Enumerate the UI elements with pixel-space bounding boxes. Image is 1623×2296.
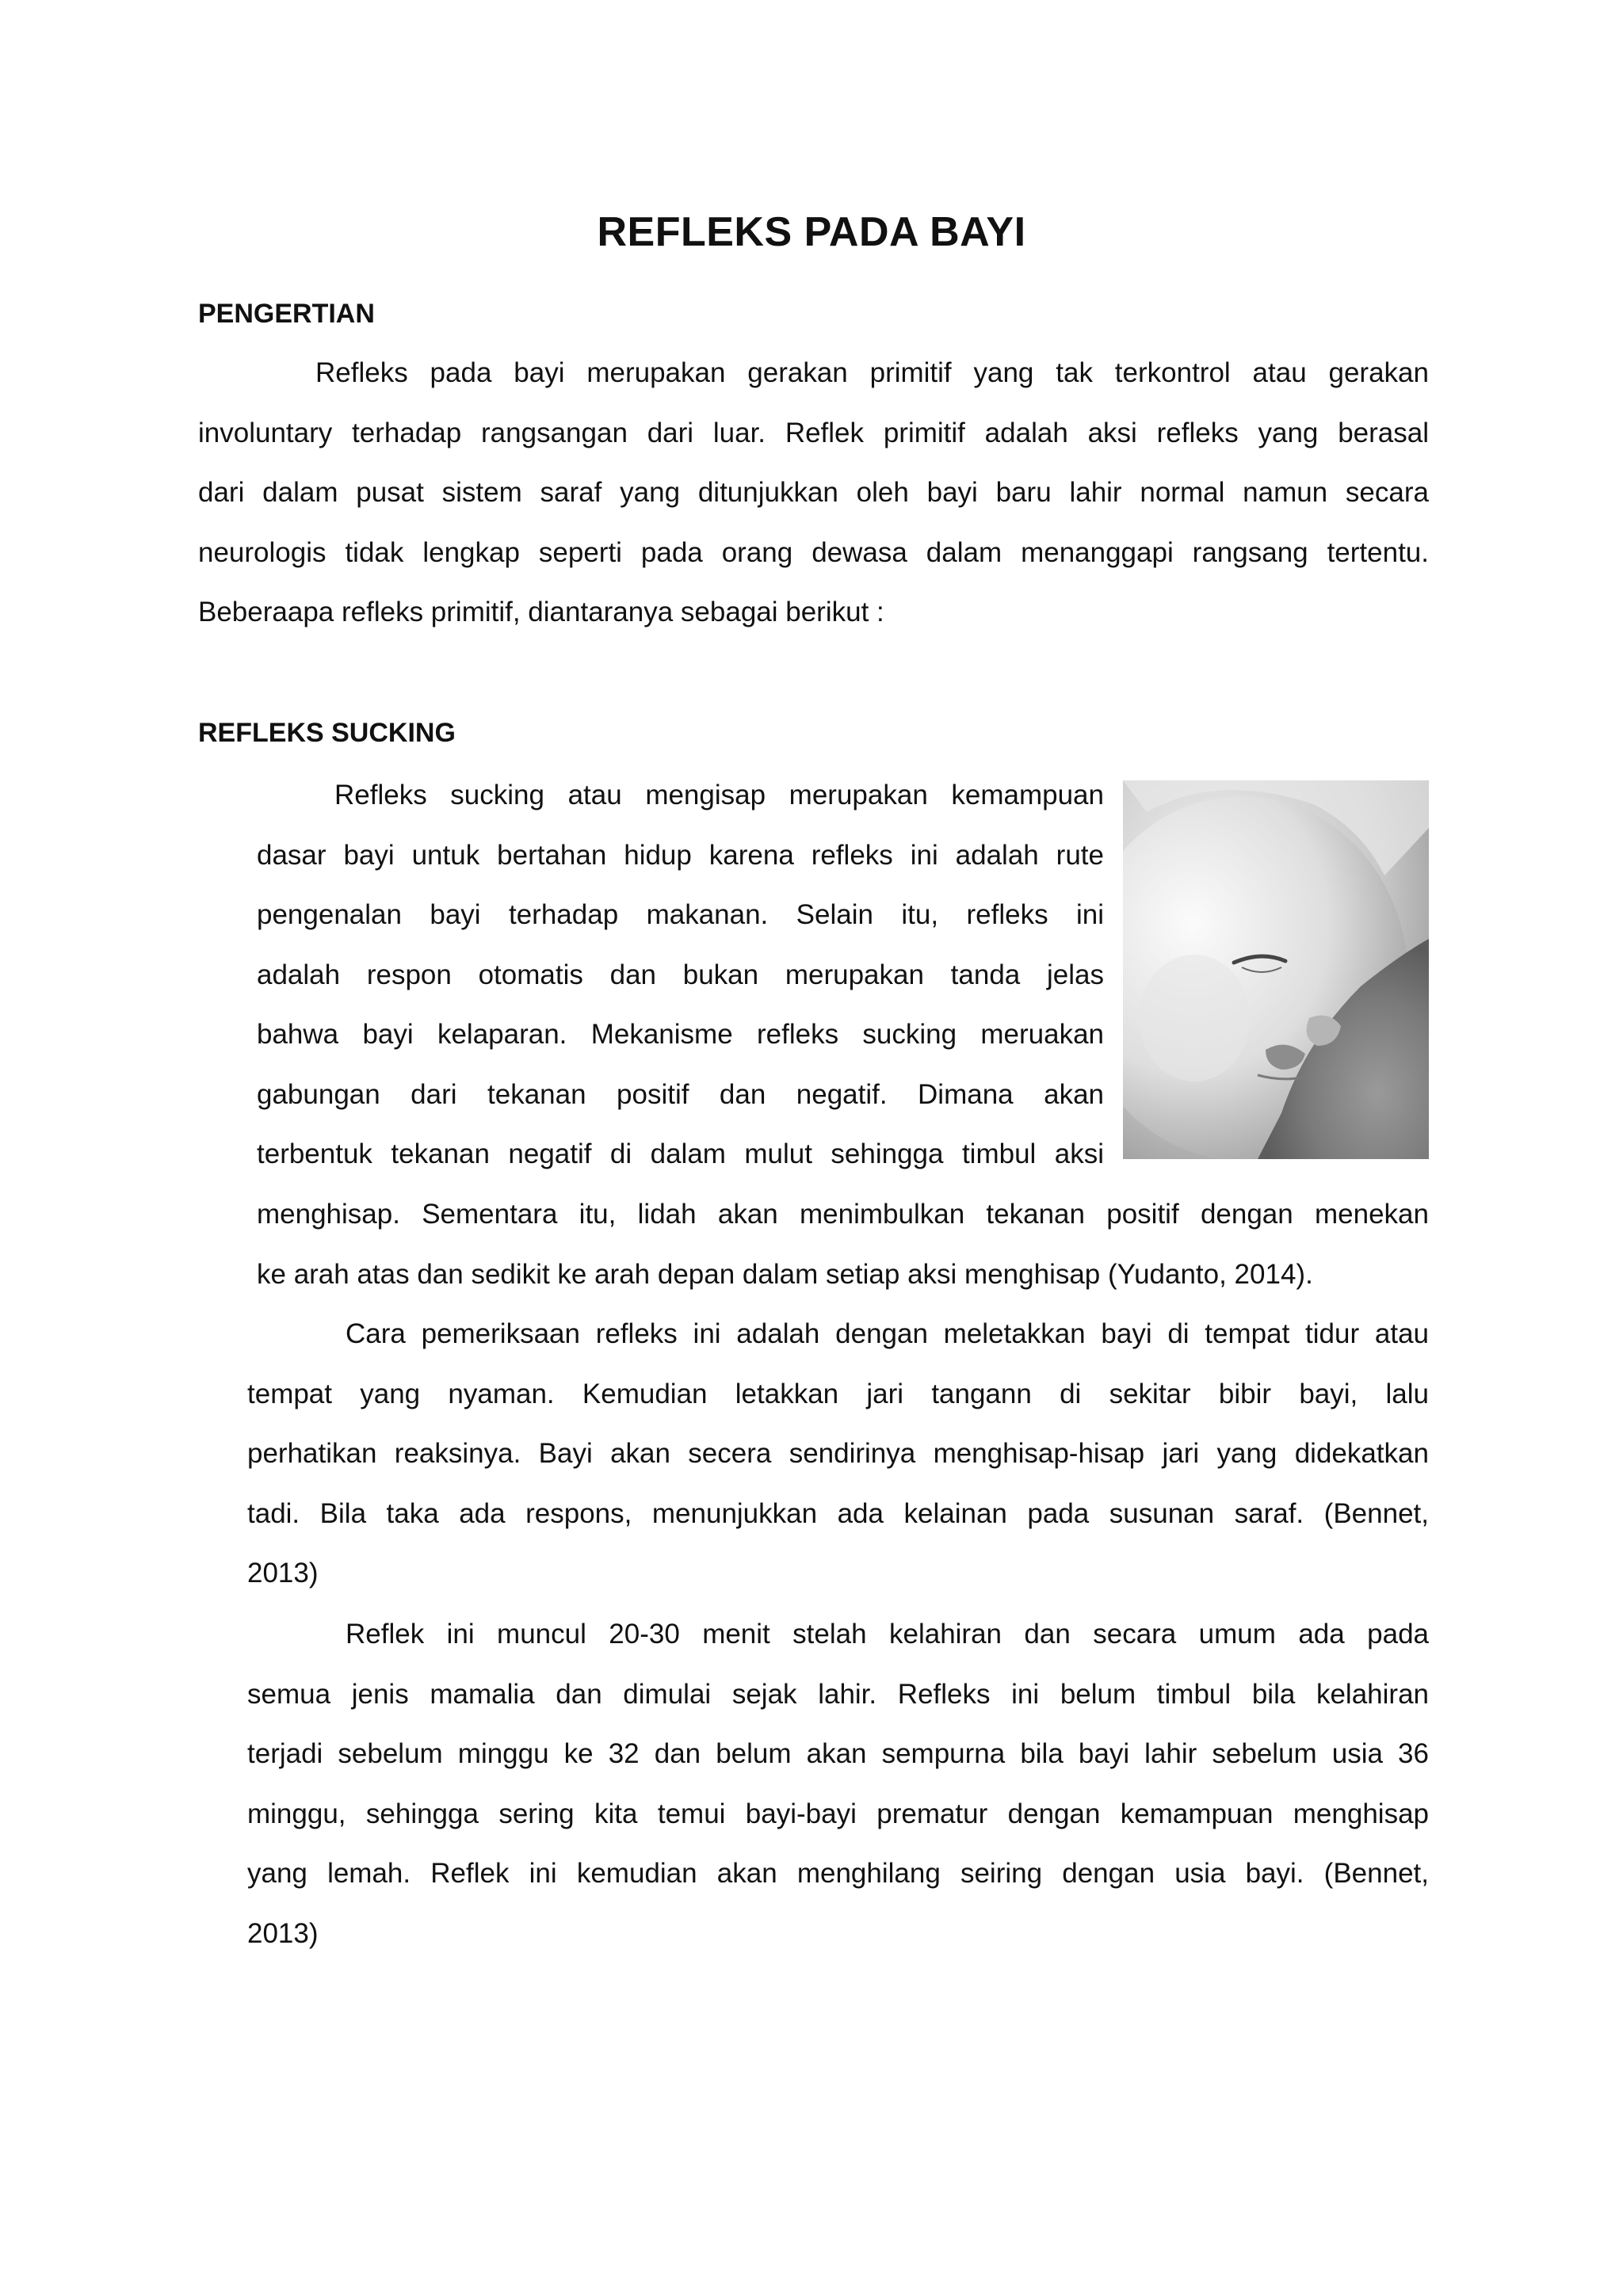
paragraph-line: yang lemah. Reflek ini kemudian akan menghilang seiring dengan usia bayi. (Bennet,: [247, 1858, 1429, 1889]
paragraph-line: 2013): [247, 1917, 319, 1949]
paragraph-line: terbentuk tekanan negatif di dalam mulut sehingga timbul aksi: [257, 1138, 1104, 1169]
baby-sucking-photo: [1123, 780, 1429, 1159]
paragraph-line: tadi. Bila taka ada respons, menunjukkan ada kelainan pada susunan saraf. (Bennet,: [247, 1497, 1429, 1529]
paragraph-line: bahwa bayi kelaparan. Mekanisme refleks sucking meruakan: [257, 1019, 1104, 1050]
paragraph-line: Cara pemeriksaan refleks ini adalah dengan meletakkan bayi di tempat tidur atau: [346, 1318, 1429, 1349]
paragraph-line: minggu, sehingga sering kita temui bayi-bayi prematur dengan kemampuan menghisap: [247, 1798, 1429, 1829]
paragraph-line: dari dalam pusat sistem saraf yang ditunjukkan oleh bayi baru lahir normal namun secara: [198, 477, 1429, 508]
paragraph-line: pengenalan bayi terhadap makanan. Selain itu, refleks ini: [257, 899, 1104, 930]
section-heading-pengertian: PENGERTIAN: [198, 299, 375, 329]
paragraph-sucking-examination: [247, 1304, 1429, 1604]
baby-sucking-photo-icon: [1123, 780, 1429, 1159]
paragraph-line: neurologis tidak lengkap seperti pada orang dewasa dalam menanggapi rangsang tertentu.: [198, 536, 1429, 568]
paragraph-line: adalah respon otomatis dan bukan merupakan tanda jelas: [257, 959, 1104, 990]
paragraph-line: terjadi sebelum minggu ke 32 dan belum akan sempurna bila bayi lahir sebelum usia 36: [247, 1738, 1429, 1769]
paragraph-line: semua jenis mamalia dan dimulai sejak lahir. Refleks ini belum timbul bila kelahiran: [247, 1678, 1429, 1710]
paragraph-line: Refleks sucking atau mengisap merupakan kemampuan: [334, 780, 1104, 810]
paragraph-line: menghisap. Sementara itu, lidah akan menimbulkan tekanan positif dengan menekan: [257, 1199, 1429, 1230]
paragraph-line: Refleks pada bayi merupakan gerakan primitif yang tak terkontrol atau gerakan: [315, 357, 1429, 388]
paragraph-line: dasar bayi untuk bertahan hidup karena refleks ini adalah rute: [257, 839, 1104, 871]
paragraph-sucking-intro: [257, 765, 1104, 1184]
paragraph-sucking-onset: [247, 1604, 1429, 1963]
paragraph-line: gabungan dari tekanan positif dan negatif. Dimana akan: [257, 1078, 1104, 1110]
document-title: REFLEKS PADA BAYI: [597, 209, 1026, 255]
paragraph-sucking-intro-continued: [257, 1184, 1429, 1304]
paragraph-pengertian: [198, 343, 1429, 643]
paragraph-line: Reflek ini muncul 20-30 menit stelah kelahiran dan secara umum ada pada: [346, 1619, 1429, 1650]
paragraph-line: ke arah atas dan sedikit ke arah depan dalam setiap aksi menghisap (Yudanto, 2014).: [257, 1258, 1313, 1290]
paragraph-line: perhatikan reaksinya. Bayi akan secera sendirinya menghisap-hisap jari yang didekatkan: [247, 1438, 1429, 1469]
paragraph-line: involuntary terhadap rangsangan dari luar. Reflek primitif adalah aksi refleks yang berasal: [198, 417, 1429, 448]
paragraph-line: tempat yang nyaman. Kemudian letakkan jari tangann di sekitar bibir bayi, lalu: [247, 1378, 1429, 1409]
section-heading-refleks-sucking: REFLEKS SUCKING: [198, 718, 456, 748]
paragraph-line: 2013): [247, 1558, 319, 1589]
paragraph-line: Beberaapa refleks primitif, diantaranya sebagai berikut :: [198, 597, 884, 627]
